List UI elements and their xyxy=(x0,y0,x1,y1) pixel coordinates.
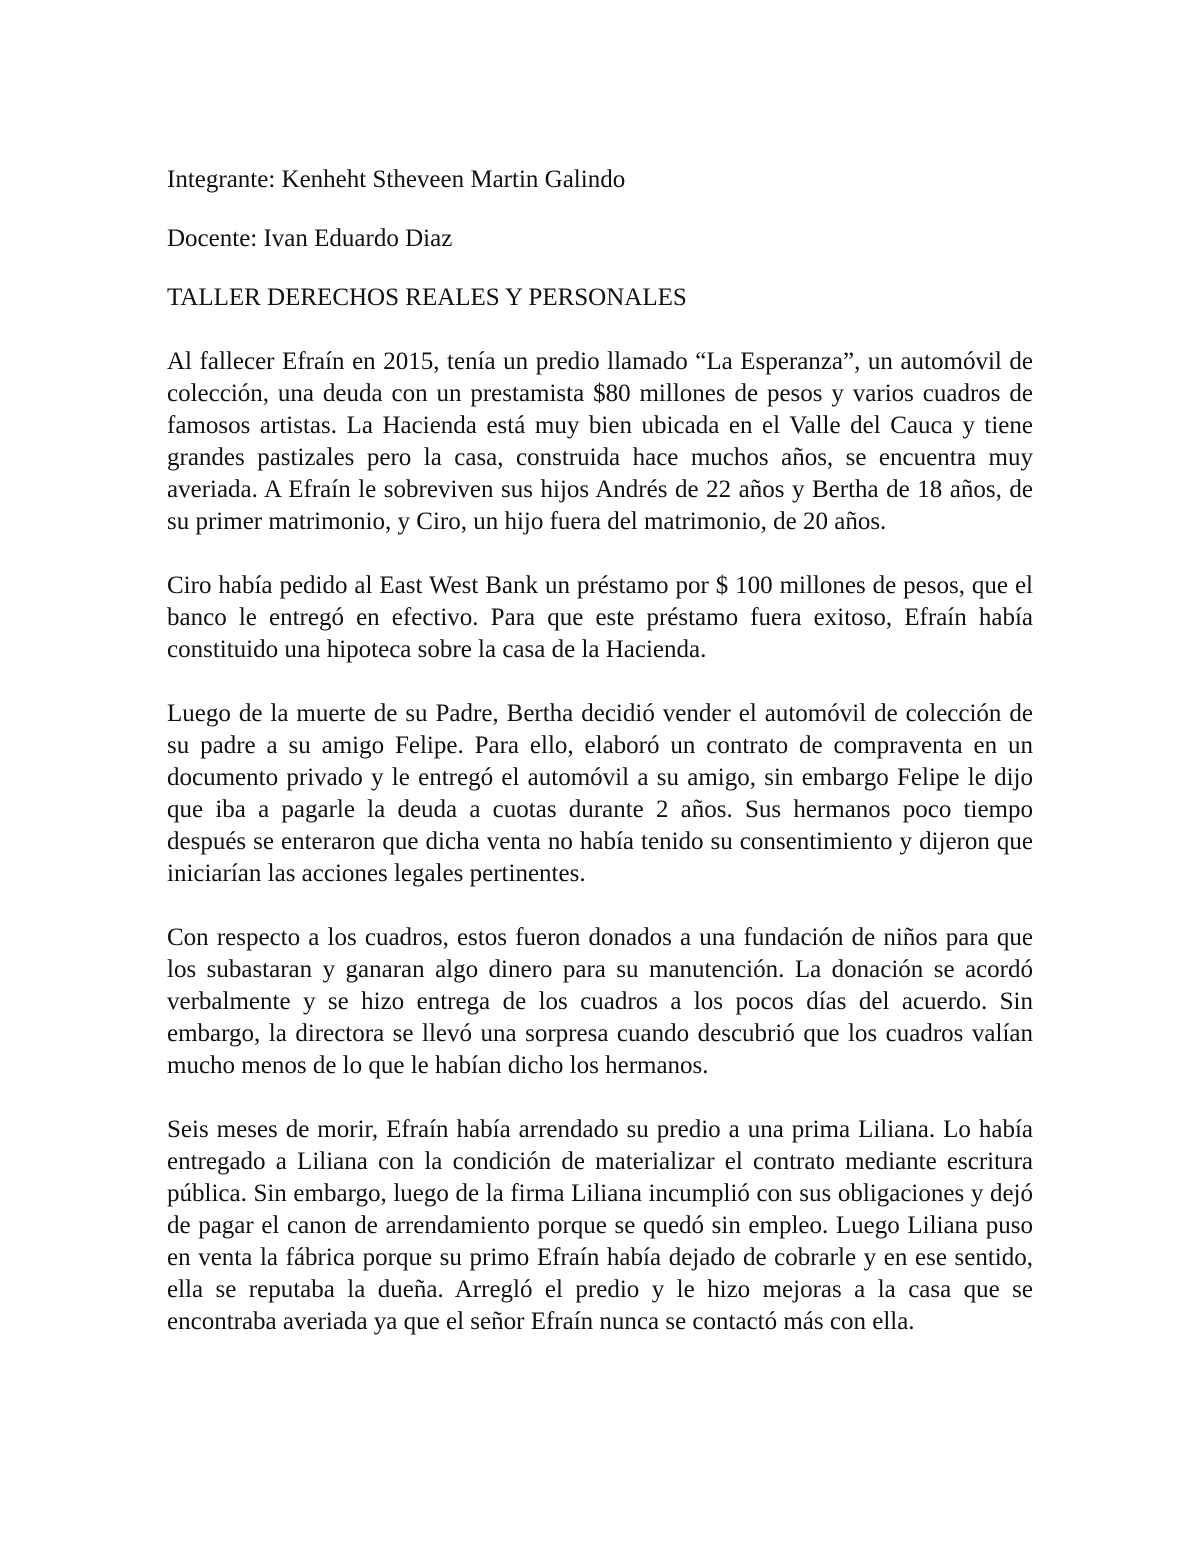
document-title: TALLER DERECHOS REALES Y PERSONALES xyxy=(167,284,687,311)
paragraph-property-lease: Seis meses de morir, Efraín había arrendado su predio a una prima Liliana. Lo había entregado a Liliana con la condición de materializar el contrato mediante escritura pública. Sin embargo, luego de la firma Liliana incumplió con sus obligaciones y dejó de pagar el canon de arrendamiento porque se quedó sin empleo. Luego Liliana puso en venta la fábrica porque su primo Efraín había dejado de cobrarle y en ese sentido, ella se reputaba la dueña. Arregló el predio y le hizo mejoras a la casa que se encontraba averiada ya que el señor Efraín nunca se contactó más con ella. xyxy=(167,1116,1033,1335)
teacher-name: Docente: Ivan Eduardo Diaz xyxy=(167,225,453,252)
paragraph-bank-loan: Ciro había pedido al East West Bank un préstamo por $ 100 millones de pesos, que el banco le entregó en efectivo. Para que este préstamo fuera exitoso, Efraín había constituido una hipoteca sobre la casa de la Hacienda. xyxy=(167,572,1033,663)
paragraph-car-sale: Luego de la muerte de su Padre, Bertha decidió vender el automóvil de colección de su padre a su amigo Felipe. Para ello, elaboró un contrato de compraventa en un documento privado y le entregó el automóvil a su amigo, sin embargo Felipe le dijo que iba a pagarle la deuda a cuotas durante 2 años. Sus hermanos poco tiempo después se enteraron que dicha venta no había tenido su consentimiento y dijeron que iniciarían las acciones legales pertinentes. xyxy=(167,700,1033,887)
paragraph-case-facts: Al fallecer Efraín en 2015, tenía un predio llamado “La Esperanza”, un automóvil de colección, una deuda con un prestamista $80 millones de pesos y varios cuadros de famosos artistas. La Hacienda está muy bien ubicada en el Valle del Cauca y tiene grandes pastizales pero la casa, construida hace muchos años, se encuentra muy averiada. A Efraín le sobreviven sus hijos Andrés de 22 años y Bertha de 18 años, de su primer matrimonio, y Ciro, un hijo fuera del matrimonio, de 20 años. xyxy=(167,348,1033,535)
document-page xyxy=(167,164,1033,1338)
paragraph-paintings-donation: Con respecto a los cuadros, estos fueron donados a una fundación de niños para que los subastaran y ganaran algo dinero para su manutención. La donación se acordó verbalmente y se hizo entrega de los cuadros a los pocos días del acuerdo. Sin embargo, la directora se llevó una sorpresa cuando descubrió que los cuadros valían mucho menos de lo que le habían dicho los hermanos. xyxy=(167,924,1033,1079)
student-name: Integrante: Kenheht Stheveen Martin Galindo xyxy=(167,166,626,193)
